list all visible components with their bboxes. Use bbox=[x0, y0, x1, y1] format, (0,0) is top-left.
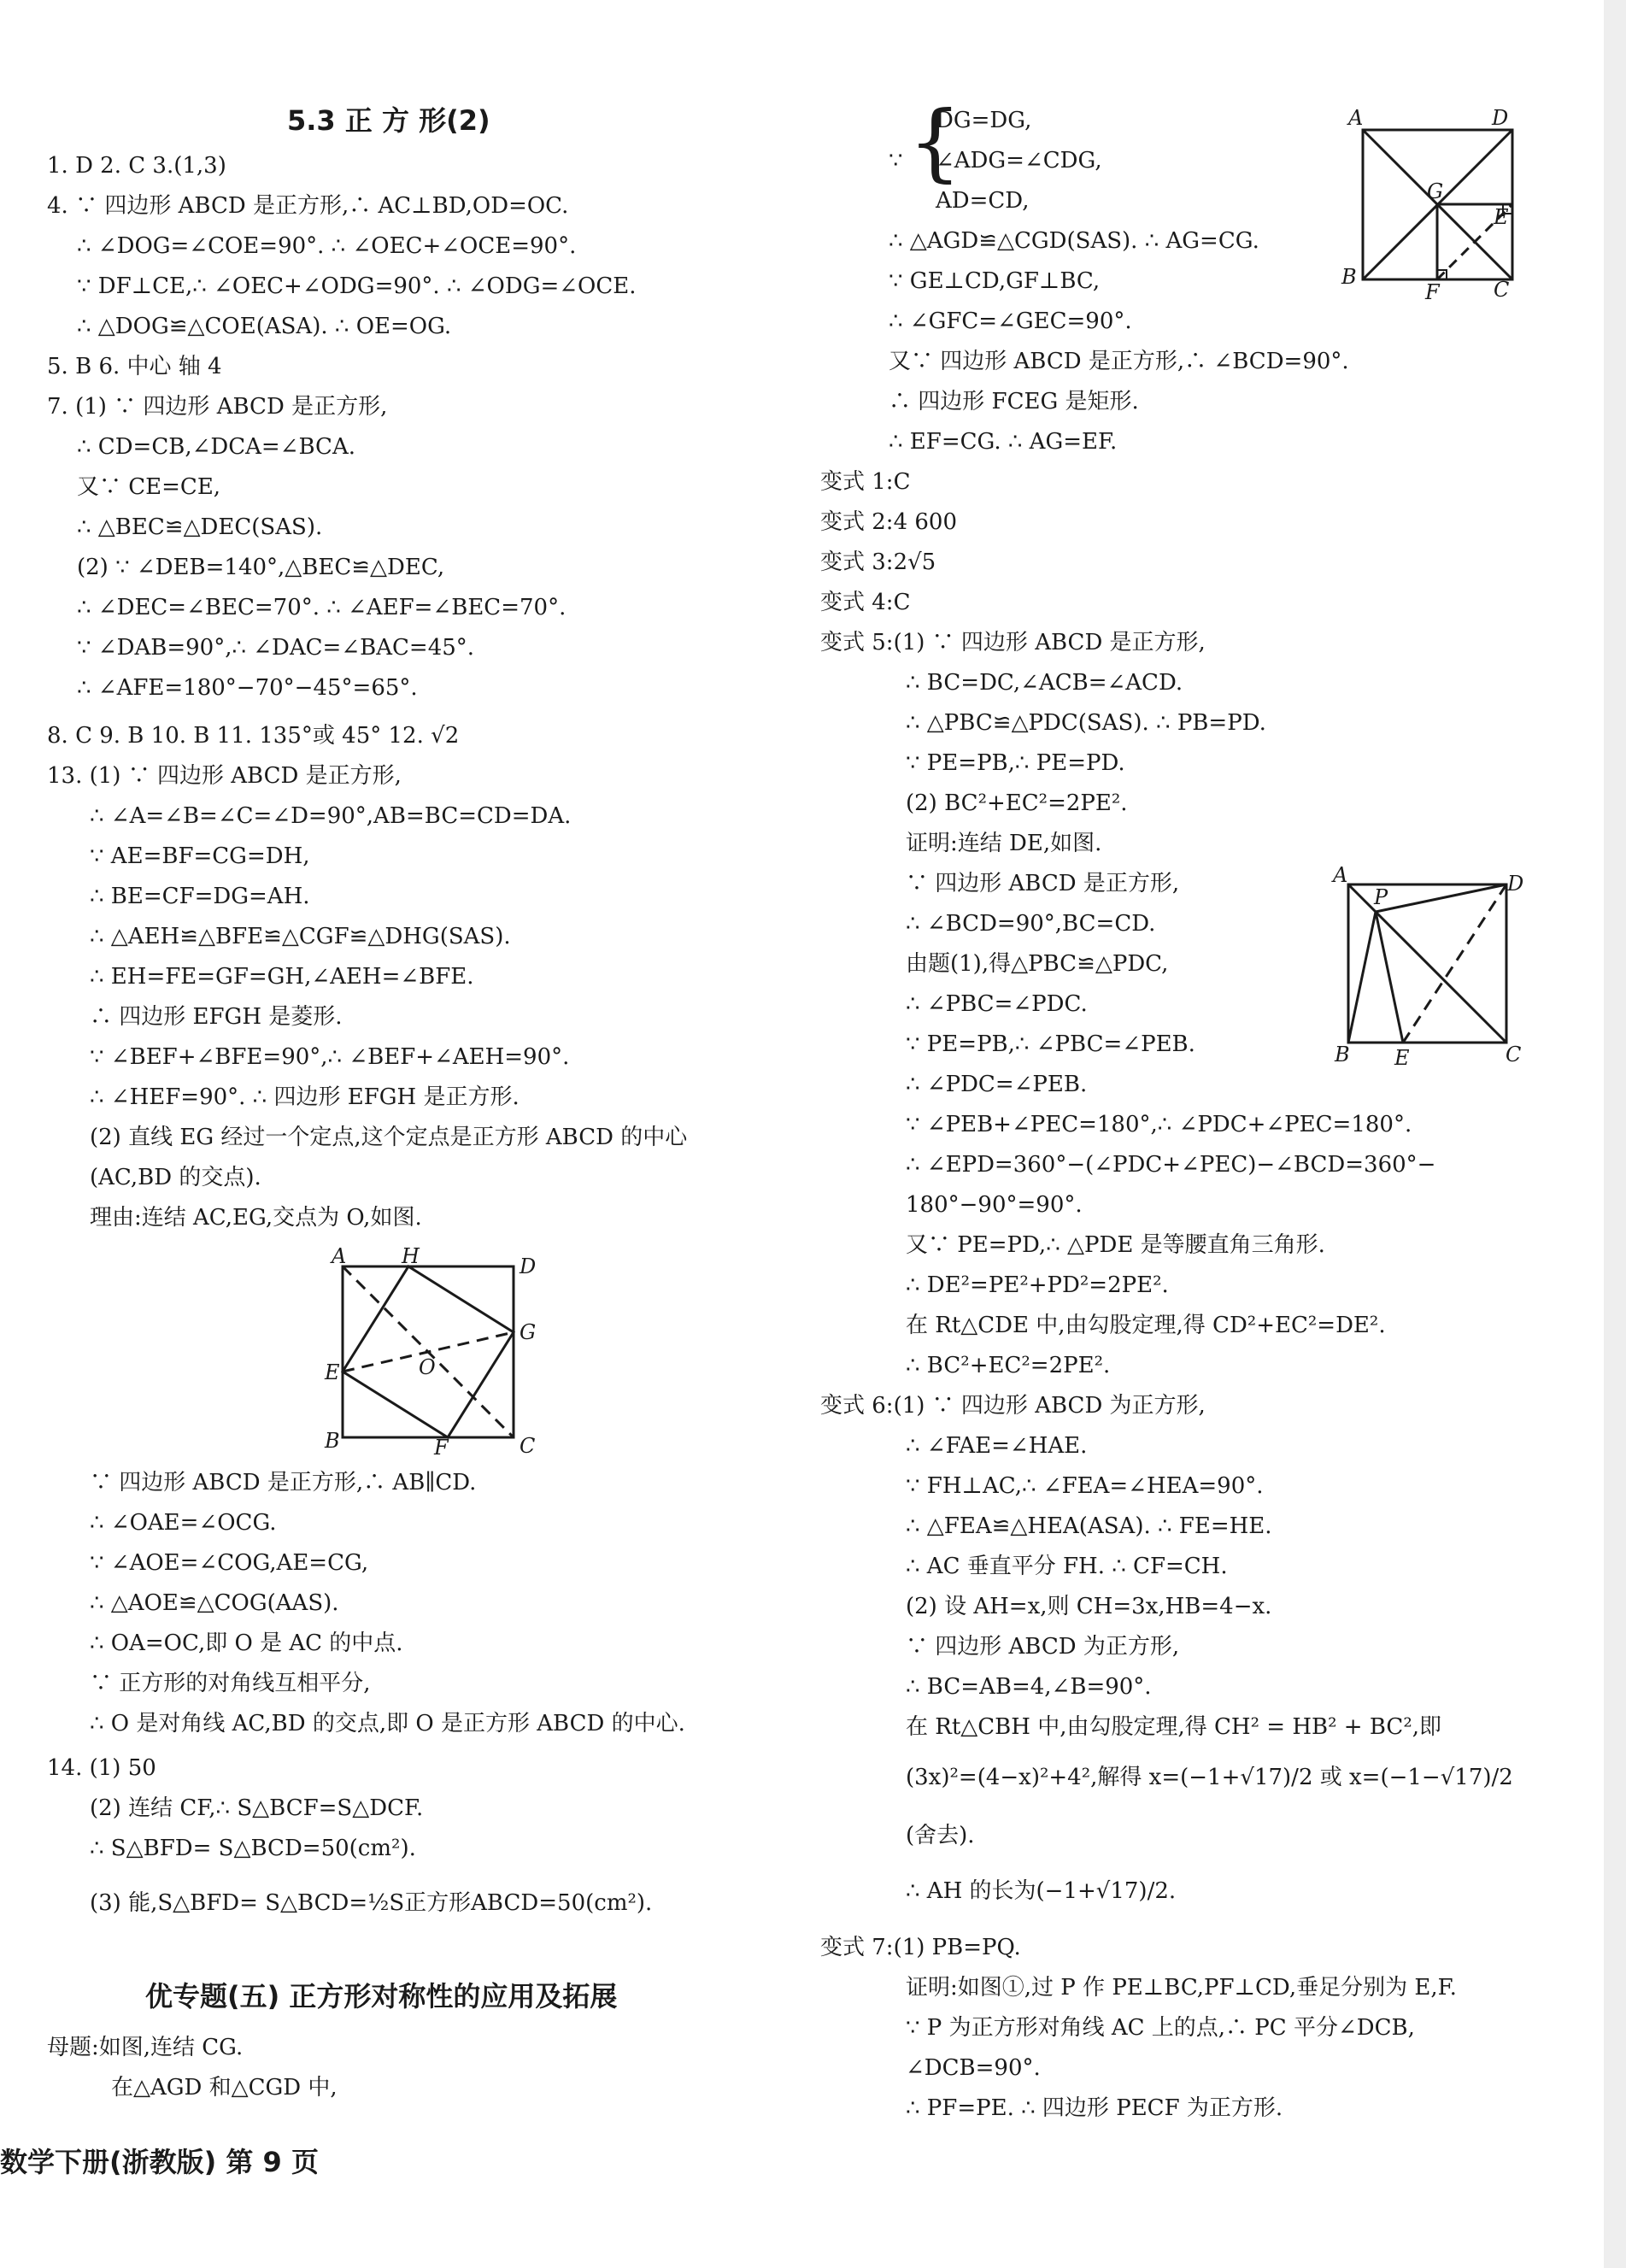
label-e: E bbox=[325, 1360, 340, 1384]
answer-line: AD=CD, bbox=[936, 188, 1030, 214]
answer-line: ∴ ∠A=∠B=∠C=∠D=90°,AB=BC=CD=DA. bbox=[90, 803, 572, 829]
answer-line: ∴ AH 的长为(−1+√17)/2. bbox=[906, 1878, 1177, 1904]
answer-line: 变式 2:4 600 bbox=[820, 509, 957, 535]
answer-line: 7. (1) ∵ 四边形 ABCD 是正方形, bbox=[47, 394, 388, 420]
answer-line: ∴ O 是对角线 AC,BD 的交点,即 O 是正方形 ABCD 的中心. bbox=[90, 1711, 685, 1736]
answer-line: ∵ ∠DAB=90°,∴ ∠DAC=∠BAC=45°. bbox=[77, 635, 475, 661]
answer-line: 8. C 9. B 10. B 11. 135°或 45° 12. √2 bbox=[47, 723, 460, 749]
answer-line: ∴ ∠DEC=∠BEC=70°. ∴ ∠AEF=∠BEC=70°. bbox=[77, 595, 566, 620]
label-b: B bbox=[1341, 265, 1357, 289]
answer-line: (2) 设 AH=x,则 CH=3x,HB=4−x. bbox=[906, 1594, 1272, 1619]
answer-line: (舍去). bbox=[906, 1823, 975, 1848]
answer-line: ∵ ∠BEF+∠BFE=90°,∴ ∠BEF+∠AEH=90°. bbox=[90, 1044, 570, 1070]
answer-line: ∠DCB=90°. bbox=[906, 2055, 1041, 2081]
answer-line: (2) ∵ ∠DEB=140°,△BEC≌△DEC, bbox=[77, 555, 445, 580]
answer-line: 又∵ CE=CE, bbox=[77, 474, 221, 500]
answer-line: 变式 3:2√5 bbox=[820, 549, 936, 575]
label-p: P bbox=[1374, 885, 1388, 909]
answer-line: ∴ OA=OC,即 O 是 AC 的中点. bbox=[90, 1630, 403, 1656]
answer-line: ∴ △FEA≌△HEA(ASA). ∴ FE=HE. bbox=[906, 1513, 1272, 1539]
label-a: A bbox=[332, 1244, 347, 1268]
answer-line: ∵ PE=PB,∴ PE=PD. bbox=[906, 750, 1125, 776]
answer-line: ∴ S△BFD= S△BCD=50(cm²). bbox=[90, 1836, 416, 1861]
answer-line: ∴ BE=CF=DG=AH. bbox=[90, 884, 310, 909]
answer-line: 证明:如图①,过 P 作 PE⊥BC,PF⊥CD,垂足分别为 E,F. bbox=[906, 1975, 1457, 2001]
label-c: C bbox=[1494, 278, 1510, 302]
answer-line: ∴ 四边形 FCEG 是矩形. bbox=[889, 389, 1139, 414]
because-symbol: ∵ bbox=[889, 148, 903, 173]
answer-line: ∵ P 为正方形对角线 AC 上的点,∴ PC 平分∠DCB, bbox=[906, 2015, 1415, 2041]
answer-line: ∴ ∠BCD=90°,BC=CD. bbox=[906, 911, 1156, 937]
page-footer: 数学下册(浙教版) 第 9 页 bbox=[0, 2146, 319, 2178]
label-b: B bbox=[325, 1429, 340, 1453]
answer-line: ∴ △AOE≌△COG(AAS). bbox=[90, 1590, 339, 1616]
label-d: D bbox=[1492, 106, 1509, 130]
answer-line: ∵ 四边形 ABCD 为正方形, bbox=[906, 1634, 1180, 1660]
figure-square-pde bbox=[1324, 863, 1524, 1070]
answer-line: 在△AGD 和△CGD 中, bbox=[111, 2075, 338, 2101]
label-d: D bbox=[1507, 872, 1524, 896]
figure-square-fceg bbox=[1341, 104, 1512, 304]
answer-line: 变式 4:C bbox=[820, 590, 911, 615]
figure-square-efgh bbox=[323, 1244, 537, 1460]
answer-line: ∴ ∠DOG=∠COE=90°. ∴ ∠OEC+∠OCE=90°. bbox=[77, 233, 577, 259]
answer-line: ∴ ∠OAE=∠OCG. bbox=[90, 1510, 277, 1536]
answer-line: ∵ AE=BF=CG=DH, bbox=[90, 843, 310, 869]
answer-line: 14. (1) 50 bbox=[47, 1755, 156, 1781]
answer-line: DG=DG, bbox=[936, 108, 1032, 133]
answer-line: ∴ ∠EPD=360°−(∠PDC+∠PEC)−∠BCD=360°− bbox=[906, 1152, 1436, 1178]
answer-line: (3x)²=(4−x)²+4²,解得 x=(−1+√17)/2 或 x=(−1−√17)/2 bbox=[906, 1765, 1513, 1790]
label-g: G bbox=[1427, 179, 1444, 203]
answer-line: ∴ EH=FE=GF=GH,∠AEH=∠BFE. bbox=[90, 964, 474, 990]
answer-line: 4. ∵ 四边形 ABCD 是正方形,∴ AC⊥BD,OD=OC. bbox=[47, 193, 569, 219]
answer-line: (3) 能,S△BFD= S△BCD=½S正方形ABCD=50(cm²). bbox=[90, 1890, 653, 1916]
page-edge-shadow bbox=[1604, 0, 1626, 2268]
label-g: G bbox=[519, 1320, 537, 1344]
answer-line: 证明:连结 DE,如图. bbox=[906, 831, 1102, 856]
answer-line: ∴ ∠GFC=∠GEC=90°. bbox=[889, 308, 1132, 334]
label-e: E bbox=[1394, 1046, 1410, 1070]
answer-line: ∵ DF⊥CE,∴ ∠OEC+∠ODG=90°. ∴ ∠ODG=∠OCE. bbox=[77, 273, 637, 299]
answer-line: ∵ PE=PB,∴ ∠PBC=∠PEB. bbox=[906, 1031, 1195, 1057]
answer-line: ∵ ∠AOE=∠COG,AE=CG, bbox=[90, 1550, 369, 1576]
answer-line: 1. D 2. C 3.(1,3) bbox=[47, 153, 226, 179]
answer-line: 180°−90°=90°. bbox=[906, 1192, 1083, 1218]
answer-line: 13. (1) ∵ 四边形 ABCD 是正方形, bbox=[47, 763, 402, 789]
section-title: 5.3 正 方 形(2) bbox=[287, 104, 490, 137]
answer-line: ∴ △BEC≌△DEC(SAS). bbox=[77, 514, 323, 540]
answer-line: ∵ 四边形 ABCD 是正方形, bbox=[906, 871, 1180, 896]
special-topic-title: 优专题(五) 正方形对称性的应用及拓展 bbox=[145, 1980, 618, 2012]
label-a: A bbox=[1348, 106, 1364, 130]
answer-line: ∵ 正方形的对角线互相平分, bbox=[90, 1671, 371, 1696]
answer-line: (2) 直线 EG 经过一个定点,这个定点是正方形 ABCD 的中心 bbox=[90, 1125, 688, 1150]
answer-line: ∴ ∠PBC=∠PDC. bbox=[906, 991, 1088, 1017]
label-a: A bbox=[1333, 863, 1348, 887]
square-fceg-diagram bbox=[1341, 104, 1512, 304]
answer-line: 变式 5:(1) ∵ 四边形 ABCD 是正方形, bbox=[820, 630, 1206, 655]
answer-line: ∠ADG=∠CDG, bbox=[936, 148, 1102, 173]
answer-line: ∵ FH⊥AC,∴ ∠FEA=∠HEA=90°. bbox=[906, 1473, 1264, 1499]
answer-line: ∵ ∠PEB+∠PEC=180°,∴ ∠PDC+∠PEC=180°. bbox=[906, 1112, 1412, 1137]
label-f: F bbox=[1425, 280, 1440, 304]
answer-line: ∴ △DOG≌△COE(ASA). ∴ OE=OG. bbox=[77, 314, 452, 339]
brace-symbol: { bbox=[908, 94, 962, 191]
label-c: C bbox=[519, 1434, 536, 1458]
answer-line: (AC,BD 的交点). bbox=[90, 1165, 261, 1190]
square-efgh-diagram bbox=[323, 1244, 537, 1460]
answer-line: ∴ ∠FAE=∠HAE. bbox=[906, 1433, 1088, 1459]
answer-line: ∴ △PBC≌△PDC(SAS). ∴ PB=PD. bbox=[906, 710, 1266, 736]
answer-line: ∴ △AGD≌△CGD(SAS). ∴ AG=CG. bbox=[889, 228, 1259, 254]
answer-line: ∴ EF=CG. ∴ AG=EF. bbox=[889, 429, 1118, 455]
label-b: B bbox=[1335, 1043, 1350, 1066]
square-pde-diagram bbox=[1324, 863, 1524, 1070]
label-h: H bbox=[402, 1244, 420, 1268]
answer-line: ∴ BC=DC,∠ACB=∠ACD. bbox=[906, 670, 1183, 696]
label-d: D bbox=[519, 1254, 537, 1278]
answer-line: (2) BC²+EC²=2PE². bbox=[906, 790, 1128, 816]
answer-line: ∴ ∠AFE=180°−70°−45°=65°. bbox=[77, 675, 418, 701]
answer-line: ∴ △AEH≌△BFE≌△CGF≌△DHG(SAS). bbox=[90, 924, 511, 949]
answer-line: ∴ DE²=PE²+PD²=2PE². bbox=[906, 1272, 1169, 1298]
answer-line: 又∵ PE=PD,∴ △PDE 是等腰直角三角形. bbox=[906, 1232, 1325, 1258]
answer-line: ∴ ∠PDC=∠PEB. bbox=[906, 1072, 1088, 1097]
answer-line: ∴ 四边形 EFGH 是菱形. bbox=[90, 1004, 343, 1030]
answer-line: 由题(1),得△PBC≌△PDC, bbox=[906, 951, 1169, 977]
answer-line: ∴ ∠HEF=90°. ∴ 四边形 EFGH 是正方形. bbox=[90, 1084, 519, 1110]
answer-line: 变式 7:(1) PB=PQ. bbox=[820, 1935, 1021, 1960]
answer-line: ∵ GE⊥CD,GF⊥BC, bbox=[889, 268, 1101, 294]
answer-line: 母题:如图,连结 CG. bbox=[47, 2035, 244, 2060]
label-o: O bbox=[419, 1355, 436, 1379]
answer-line: 变式 6:(1) ∵ 四边形 ABCD 为正方形, bbox=[820, 1393, 1206, 1419]
answer-line: ∴ AC 垂直平分 FH. ∴ CF=CH. bbox=[906, 1554, 1228, 1579]
answer-line: 在 Rt△CBH 中,由勾股定理,得 CH² = HB² + BC²,即 bbox=[906, 1714, 1442, 1740]
answer-line: ∴ BC²+EC²=2PE². bbox=[906, 1353, 1111, 1378]
answer-line: ∵ 四边形 ABCD 是正方形,∴ AB∥CD. bbox=[90, 1470, 477, 1495]
answer-line: 5. B 6. 中心 轴 4 bbox=[47, 354, 222, 379]
answer-line: ∴ CD=CB,∠DCA=∠BCA. bbox=[77, 434, 355, 460]
answer-line: 在 Rt△CDE 中,由勾股定理,得 CD²+EC²=DE². bbox=[906, 1313, 1386, 1338]
label-e: E bbox=[1494, 205, 1509, 229]
answer-line: 又∵ 四边形 ABCD 是正方形,∴ ∠BCD=90°. bbox=[889, 349, 1349, 374]
answer-line: 变式 1:C bbox=[820, 469, 911, 495]
label-f: F bbox=[434, 1436, 449, 1460]
answer-line: (2) 连结 CF,∴ S△BCF=S△DCF. bbox=[90, 1795, 424, 1821]
answer-line: ∴ BC=AB=4,∠B=90°. bbox=[906, 1674, 1152, 1700]
label-c: C bbox=[1506, 1043, 1522, 1066]
answer-line: ∴ PF=PE. ∴ 四边形 PECF 为正方形. bbox=[906, 2095, 1283, 2121]
answer-line: 理由:连结 AC,EG,交点为 O,如图. bbox=[90, 1205, 422, 1231]
